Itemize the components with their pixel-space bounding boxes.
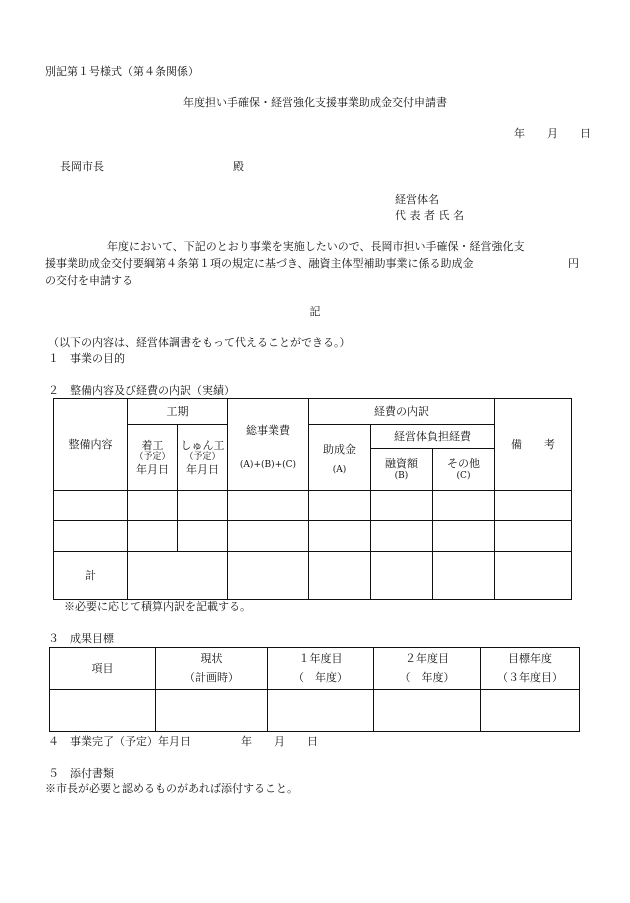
header-start-date: 年月日 [136, 462, 169, 476]
header-item: 整備内容 [54, 399, 128, 491]
header-start-label: 着工 [141, 438, 164, 452]
section-4-month: 月 [274, 735, 285, 748]
section-5-title: ５ 添付書類 [48, 767, 114, 780]
cell[interactable] [50, 690, 156, 732]
cell[interactable] [433, 521, 495, 552]
header-total [228, 399, 309, 491]
header-total-label: 総事業費 [246, 424, 290, 438]
header-self-burden: 経営体負担経費 [371, 425, 495, 449]
header-loan-label: 融資額 [385, 457, 418, 471]
header-end-date: 年月日 [186, 462, 219, 476]
cell[interactable] [268, 690, 374, 732]
target-header-target-label: 目標年度 [508, 652, 552, 666]
header-end-label: しゅん工 [180, 438, 225, 452]
cell[interactable] [228, 491, 309, 521]
cell[interactable] [178, 521, 228, 552]
section-1-title: １ 事業の目的 [48, 352, 125, 365]
cell[interactable] [128, 552, 228, 600]
cell[interactable] [481, 690, 580, 732]
cell[interactable] [374, 690, 481, 732]
cell[interactable] [371, 491, 433, 521]
cell[interactable] [156, 690, 268, 732]
header-other-label: その他 [447, 457, 481, 471]
target-header-year2-sub: （ 年度） [399, 671, 455, 684]
target-header-year1-label: １年度目 [298, 652, 343, 666]
body-line-1: 年度において、下記のとおり事業を実施したいので、長岡市担い手確保・経営強化支 [107, 240, 525, 253]
header-subsidy-label: 助成金 [323, 443, 356, 457]
header-loan [371, 449, 433, 491]
header-end [178, 425, 228, 491]
table-total-row [54, 552, 572, 600]
section-4-line [48, 735, 318, 749]
section-4-year: 年 [241, 735, 252, 748]
cell[interactable] [128, 491, 178, 521]
target-header-year1 [268, 648, 374, 690]
cell[interactable] [433, 491, 495, 521]
cell[interactable] [495, 552, 572, 600]
cell[interactable] [495, 521, 572, 552]
section-2-note: ※必要に応じて積算内訳を記載する。 [64, 600, 251, 613]
cell[interactable] [228, 521, 309, 552]
body-line-2 [45, 257, 474, 271]
body-yen: 円 [568, 257, 579, 270]
note-top: （以下の内容は、経営体調書をもって代えることができる。） [48, 336, 351, 349]
body-line-3: の交付を申請する [45, 274, 133, 287]
expense-table [53, 398, 572, 600]
header-total-formula: (A)+(B)+(C) [239, 460, 297, 471]
target-header-current-label: 現状 [200, 652, 223, 666]
header-other [433, 449, 495, 491]
header-breakdown: 経費の内訳 [309, 399, 495, 425]
cell[interactable] [54, 491, 128, 521]
header-start [128, 425, 178, 491]
target-header-year2 [374, 648, 481, 690]
target-header-target [481, 648, 580, 690]
cell[interactable] [178, 491, 228, 521]
target-table [49, 647, 580, 732]
ki-label: 記 [309, 305, 321, 318]
header-period: 工期 [128, 399, 228, 425]
section-5-note: ※市長が必要と認めるものがあれば添付すること。 [45, 782, 298, 795]
table-row [54, 491, 572, 521]
table-row [50, 690, 580, 732]
cell[interactable] [495, 491, 572, 521]
section-2-title: ２ 整備内容及び経費の内訳（実績） [48, 384, 235, 397]
cell[interactable] [309, 521, 371, 552]
header-other-code: (C) [456, 471, 471, 482]
header-subsidy [309, 425, 371, 491]
cell[interactable] [228, 552, 309, 600]
addressee-honorific: 殿 [233, 160, 244, 173]
document-title: 年度担い手確保・経営強化支援事業助成金交付申請書 [183, 96, 447, 109]
target-header-year1-sub: （ 年度） [293, 671, 348, 684]
section-4-title: ４ 事業完了（予定）年月日 [48, 735, 191, 748]
cell[interactable] [309, 552, 371, 600]
header-subsidy-code: (A) [332, 465, 347, 476]
addressee-mayor: 長岡市長 [60, 160, 104, 173]
section-3-title: ３ 成果目標 [48, 632, 114, 645]
form-id: 別記第１号様式（第４条関係） [45, 65, 199, 78]
cell[interactable] [371, 521, 433, 552]
target-header-year2-label: ２年度目 [405, 652, 449, 666]
cell[interactable] [309, 491, 371, 521]
applicant-name-label: 経営体名 [395, 193, 439, 206]
cell[interactable] [371, 552, 433, 600]
date-year: 年 [514, 127, 525, 140]
date-day: 日 [580, 127, 591, 140]
target-header-item: 項目 [50, 648, 156, 690]
cell[interactable] [128, 521, 178, 552]
section-4-day: 日 [307, 735, 318, 748]
cell[interactable] [433, 552, 495, 600]
target-header-target-sub: （３年度目） [497, 671, 563, 684]
applicant-rep-label: 代 表 者 氏 名 [395, 209, 464, 222]
header-loan-code: (B) [394, 471, 409, 482]
date-month: 月 [547, 127, 558, 140]
body-line-2-text: 援事業助成金交付要綱第４条第１項の規定に基づき、融資主体型補助事業に係る助成金 [45, 257, 474, 270]
target-header-current-sub: （計画時） [184, 671, 239, 684]
cell[interactable] [54, 521, 128, 552]
header-start-planned: （予定） [134, 452, 171, 463]
date-line [514, 127, 591, 141]
table-row [54, 521, 572, 552]
header-remarks: 備 考 [495, 399, 572, 491]
total-label: 計 [54, 552, 128, 600]
target-header-current [156, 648, 268, 690]
header-end-planned: （予定） [184, 452, 221, 463]
